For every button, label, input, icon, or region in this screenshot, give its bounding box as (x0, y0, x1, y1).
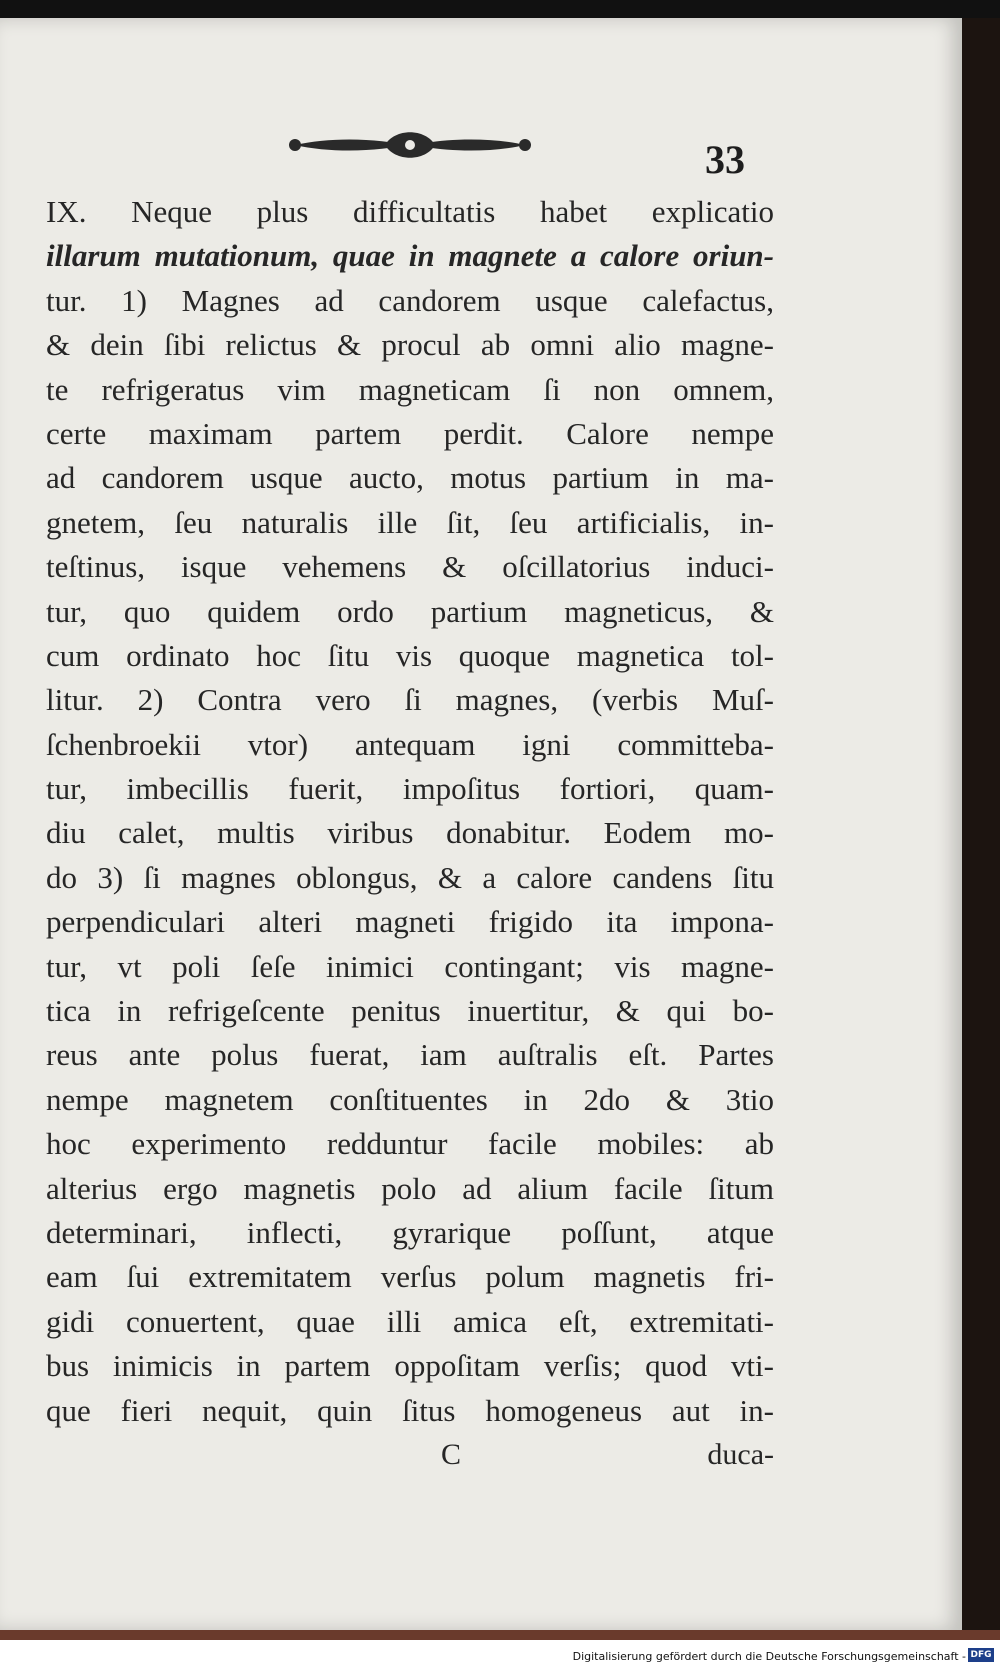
text-line: reus ante polus fuerat, iam auſtralis eſt. Partes (46, 1037, 774, 1073)
text-line: tur, quo quidem ordo partium magneticus, & (46, 593, 774, 629)
text-line: nempe magnetem conſtituentes in 2do & 3tio (46, 1081, 774, 1117)
page-edge (962, 18, 1000, 1630)
digitization-credit: Digitalisierung gefördert durch die Deutsche Forschungsgemeinschaft - (572, 1650, 966, 1663)
text-line: tica in refrigeſcente penitus inuertitur, & qui bo- (46, 993, 774, 1029)
scan-top-border (0, 0, 1000, 18)
text-line: & dein ſibi relictus & procul ab omni alio magne- (46, 327, 774, 363)
ornament-icon (285, 126, 535, 164)
text-line: que fieri nequit, quin ſitus homogeneus aut in- (46, 1392, 774, 1428)
signature-mark: C (441, 1438, 462, 1471)
text-line: tur. 1) Magnes ad candorem usque calefactus, (46, 282, 774, 318)
catchword: duca- (707, 1438, 774, 1471)
text-line: tur, imbecillis fuerit, impoſitus fortiori, quam- (46, 771, 774, 807)
text-line: hoc experimento redduntur facile mobiles: ab (46, 1126, 774, 1162)
book-cover-edge (0, 1630, 1000, 1640)
page-footer (46, 1438, 774, 1482)
text-line: teſtinus, isque vehemens & oſcillatorius induci- (46, 549, 774, 585)
text-line: ſchenbroekii vtor) antequam igni committeba- (46, 726, 774, 762)
text-line: illarum mutationum, quae in magnete a calore oriun- (46, 238, 774, 274)
text-line: tur, vt poli ſeſe inimici contingant; vis magne- (46, 948, 774, 984)
text-line: diu calet, multis viribus donabitur. Eodem mo- (46, 815, 774, 851)
text-line: alterius ergo magnetis polo ad alium facile ſitum (46, 1170, 774, 1206)
dfg-logo-icon: DFG (968, 1648, 994, 1662)
body-text (46, 190, 774, 1433)
text-line: te refrigeratus vim magneticam ſi non omnem, (46, 371, 774, 407)
text-line: eam ſui extremitatem verſus polum magnetis fri- (46, 1259, 774, 1295)
text-line: gidi conuertent, quae illi amica eſt, extremitati- (46, 1303, 774, 1339)
text-line: litur. 2) Contra vero ſi magnes, (verbis Muſ- (46, 682, 774, 718)
text-line: ad candorem usque aucto, motus partium in ma- (46, 460, 774, 496)
text-line: IX. Neque plus difficultatis habet explicatio (46, 194, 774, 229)
text-line: certe maximam partem perdit. Calore nempe (46, 415, 774, 451)
text-line: perpendiculari alteri magneti frigido ita impona- (46, 904, 774, 940)
page-number: 33 (705, 137, 745, 182)
text-line: do 3) ſi magnes oblongus, & a calore candens ſitu (46, 859, 774, 895)
text-line: determinari, inflecti, gyrarique poſſunt, atque (46, 1214, 774, 1250)
text-line: cum ordinato hoc ſitu vis quoque magnetica tol- (46, 637, 774, 673)
text-line: gnetem, ſeu naturalis ille ſit, ſeu artificialis, in- (46, 504, 774, 540)
book-page (0, 18, 962, 1630)
text-line: bus inimicis in partem oppoſitam verſis; quod vti- (46, 1348, 774, 1384)
